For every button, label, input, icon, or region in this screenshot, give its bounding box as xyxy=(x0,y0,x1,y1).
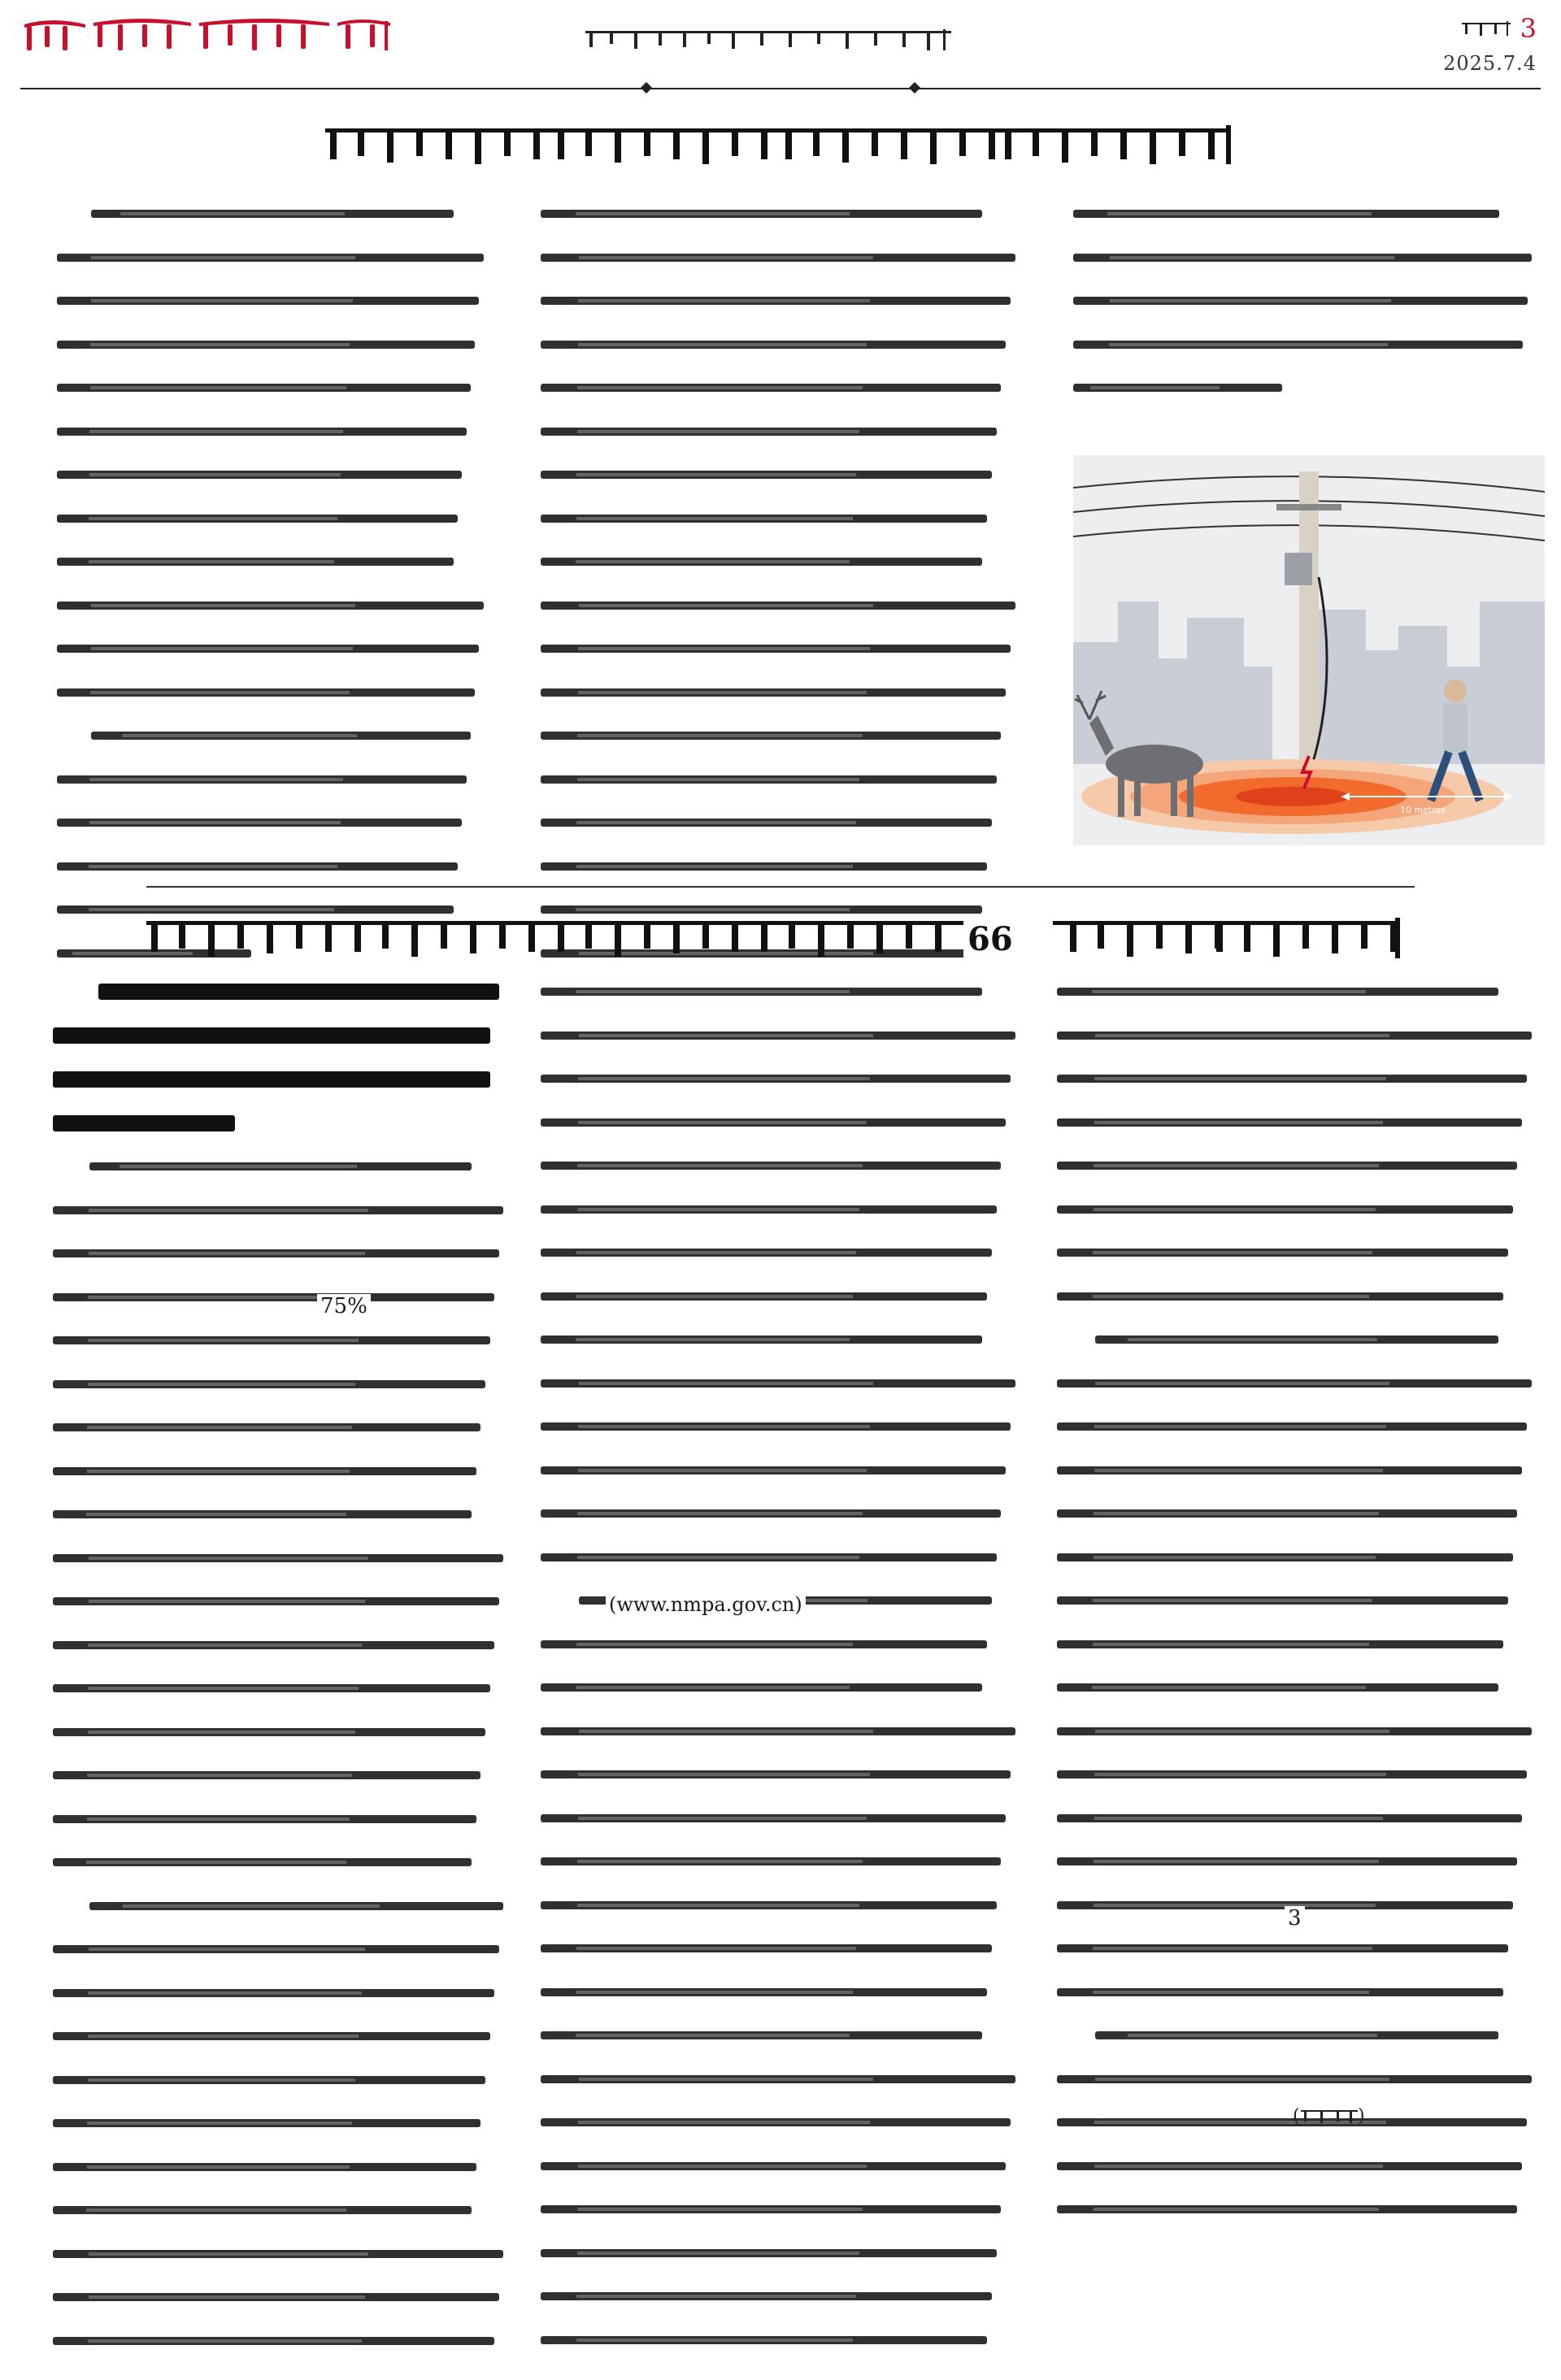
tibetan-text-line xyxy=(541,1031,1015,1040)
tibetan-text-line xyxy=(53,1380,485,1388)
tibetan-text-line xyxy=(1057,1249,1508,1257)
tibetan-text-line xyxy=(89,1902,504,1910)
tibetan-text-line xyxy=(541,1205,997,1214)
tibetan-text-line xyxy=(541,602,1015,610)
tibetan-text-line xyxy=(1073,254,1532,262)
tibetan-text-line xyxy=(1057,1118,1522,1127)
tibetan-text-line xyxy=(541,2075,1015,2083)
tibetan-text-line xyxy=(53,2076,485,2084)
headline-2 xyxy=(0,914,1561,965)
page-number xyxy=(1462,13,1537,44)
tibetan-text-line xyxy=(1057,1509,1517,1518)
svg-text:(: ( xyxy=(1293,2106,1300,2126)
tibetan-text-line xyxy=(53,1597,499,1605)
tibetan-text-line xyxy=(1095,2031,1498,2039)
tibetan-text-line xyxy=(1057,1466,1522,1474)
tibetan-text-line xyxy=(1057,1988,1503,1996)
tibetan-text-line xyxy=(57,906,454,914)
tibetan-text-line xyxy=(1057,2075,1532,2083)
tibetan-text-line xyxy=(1057,1553,1513,1561)
lead-bold-line xyxy=(98,984,499,1000)
tibetan-text-line xyxy=(541,862,987,871)
tibetan-text-line xyxy=(53,1467,476,1475)
tibetan-text-line xyxy=(541,1249,992,1257)
tibetan-text-line xyxy=(541,384,1001,392)
lead-bold-line xyxy=(53,1115,235,1131)
tibetan-text-line xyxy=(541,1901,997,1909)
tibetan-text-line xyxy=(1057,2205,1517,2213)
tibetan-text-line xyxy=(541,988,982,996)
tibetan-text-line xyxy=(541,1683,982,1692)
article1-column-2 xyxy=(541,210,1020,992)
tibetan-text-line xyxy=(57,341,475,349)
tibetan-text-line xyxy=(541,775,997,784)
ascii-number-3: 3 xyxy=(1285,1906,1305,1930)
tibetan-text-line xyxy=(1057,1031,1532,1040)
tibetan-text-line xyxy=(541,1814,1006,1822)
tibetan-text-line xyxy=(1073,341,1523,349)
masthead-rule xyxy=(20,88,1541,89)
tibetan-text-line xyxy=(1057,1857,1517,1865)
tibetan-text-line xyxy=(53,1554,503,1562)
tibetan-text-line xyxy=(1057,1292,1503,1301)
tibetan-text-line xyxy=(1057,1422,1527,1431)
tibetan-text-line xyxy=(57,254,484,262)
tibetan-text-line xyxy=(541,2249,997,2257)
article1-column-3 xyxy=(1073,210,1537,428)
tibetan-text-line xyxy=(57,384,471,392)
tibetan-text-line xyxy=(541,2162,1006,2170)
tibetan-text-line xyxy=(541,1466,1006,1474)
tibetan-text-line xyxy=(541,1770,1011,1778)
tibetan-text-line xyxy=(541,2031,982,2039)
tibetan-text-line xyxy=(91,210,453,218)
tibetan-text-line xyxy=(57,862,458,871)
tibetan-text-line xyxy=(541,471,992,479)
tibetan-text-line xyxy=(91,732,470,740)
tibetan-text-line xyxy=(541,1292,987,1301)
rule-ornament xyxy=(641,82,652,93)
tibetan-text-line xyxy=(1057,1770,1527,1778)
tibetan-text-line xyxy=(541,1118,1006,1127)
rule-ornament xyxy=(909,82,920,93)
tibetan-text-line xyxy=(541,1640,987,1648)
tibetan-text-line xyxy=(57,602,484,610)
tibetan-text-line xyxy=(541,210,982,218)
tibetan-text-line xyxy=(541,2336,987,2344)
tibetan-text-line xyxy=(541,1944,992,1952)
tibetan-text-line xyxy=(53,2206,472,2214)
tibetan-text-line xyxy=(541,2118,1011,2126)
tibetan-text-line xyxy=(1057,1727,1532,1735)
tibetan-text-line xyxy=(53,1641,494,1649)
tibetan-text-line xyxy=(1057,1596,1508,1605)
tibetan-text-line xyxy=(53,1728,485,1736)
tibetan-text-line xyxy=(541,254,1015,262)
tibetan-text-line xyxy=(53,1293,494,1301)
ascii-nmpa-url: (www.nmpa.gov.cn) xyxy=(606,1593,806,1616)
tibetan-text-line xyxy=(57,297,479,305)
tibetan-text-line xyxy=(53,2250,503,2258)
tibetan-text-line xyxy=(541,906,982,914)
headline-2-script xyxy=(146,914,1415,965)
tibetan-text-line xyxy=(541,341,1006,349)
headline-2-number: 66 xyxy=(967,920,1013,958)
tibetan-text-line xyxy=(57,645,479,653)
article1-photo xyxy=(1073,455,1545,845)
tibetan-text-line xyxy=(53,1423,480,1431)
tibetan-text-line xyxy=(53,2337,494,2345)
tibetan-text-line xyxy=(57,428,467,436)
tibetan-text-line xyxy=(541,1162,1001,1170)
tibetan-text-line xyxy=(541,1075,1011,1083)
tibetan-text-line xyxy=(53,1815,476,1823)
tibetan-text-line xyxy=(53,1945,499,1953)
lead-bold-line xyxy=(53,1071,490,1088)
masthead-logo xyxy=(20,15,394,55)
tibetan-text-line xyxy=(541,558,982,566)
tibetan-text-line xyxy=(53,2163,476,2171)
tibetan-text-line xyxy=(541,688,1006,697)
section-title xyxy=(585,24,951,52)
tibetan-text-line xyxy=(1057,1162,1517,1170)
tibetan-text-line xyxy=(57,515,458,523)
tibetan-text-line xyxy=(541,1727,1015,1735)
tibetan-text-line xyxy=(53,2293,499,2301)
article-divider xyxy=(146,886,1415,888)
page-number-value: 3 xyxy=(1520,13,1537,44)
tibetan-text-line xyxy=(541,819,992,827)
page-label-script xyxy=(1462,20,1511,37)
tibetan-text-line xyxy=(541,428,997,436)
tibetan-text-line xyxy=(53,2032,490,2040)
tibetan-text-line xyxy=(53,1771,480,1779)
tibetan-text-line xyxy=(541,645,1011,653)
tibetan-text-line xyxy=(53,1858,472,1866)
article2-lead xyxy=(53,984,508,1159)
tibetan-text-line xyxy=(1057,1944,1508,1952)
tibetan-text-line xyxy=(1057,1379,1532,1388)
tibetan-text-line xyxy=(541,1335,982,1344)
tibetan-text-line xyxy=(53,2119,480,2127)
tibetan-text-line xyxy=(1057,1683,1498,1692)
tibetan-text-line xyxy=(57,688,475,697)
article1-column-1 xyxy=(57,210,488,992)
article2-column-3 xyxy=(1057,988,1537,2249)
tibetan-text-line xyxy=(57,558,454,566)
tibetan-text-line xyxy=(53,1510,472,1518)
tibetan-text-line xyxy=(1073,384,1282,392)
tibetan-text-line xyxy=(53,1684,490,1692)
tibetan-text-line xyxy=(53,1249,499,1257)
tibetan-text-line xyxy=(541,1379,1015,1388)
tibetan-text-line xyxy=(57,819,462,827)
tibetan-text-line xyxy=(541,1553,997,1561)
tibetan-text-line xyxy=(1057,1205,1513,1214)
ascii-75pct: 75% xyxy=(317,1294,371,1318)
tibetan-text-line xyxy=(1095,1335,1498,1344)
article2-column-1 xyxy=(53,1162,508,2380)
tibetan-text-line xyxy=(1057,1075,1527,1083)
masthead xyxy=(0,0,1561,89)
reindeer-power-pole-illustration xyxy=(1073,455,1545,845)
svg-text:): ) xyxy=(1358,2106,1365,2126)
tibetan-text-line xyxy=(1057,2162,1522,2170)
distance-label: 10 metres xyxy=(1399,805,1446,815)
tibetan-text-line xyxy=(541,1988,987,1996)
tibetan-text-line xyxy=(541,2205,1001,2213)
tibetan-text-line xyxy=(57,775,467,784)
tibetan-text-line xyxy=(1073,210,1499,218)
tibetan-text-line xyxy=(1057,988,1498,996)
tibetan-text-line xyxy=(1057,1640,1503,1648)
issue-date: 2025.7.4 xyxy=(1443,52,1537,75)
tibetan-text-line xyxy=(541,515,987,523)
tibetan-text-line xyxy=(541,1509,1001,1518)
tibetan-text-line xyxy=(541,1422,1011,1431)
tibetan-text-line xyxy=(57,471,462,479)
tibetan-text-line xyxy=(541,1857,1001,1865)
tibetan-text-line xyxy=(541,297,1011,305)
tibetan-text-line xyxy=(1057,1814,1522,1822)
tibetan-text-line xyxy=(53,1989,494,1997)
lead-bold-line xyxy=(53,1027,490,1044)
tibetan-text-line xyxy=(541,2292,992,2300)
author-credit-script xyxy=(1293,2105,1366,2126)
article2-column-2 xyxy=(541,988,1020,2379)
tibetan-text-line xyxy=(53,1206,503,1214)
author-credit xyxy=(1293,2105,1366,2131)
tibetan-text-line xyxy=(53,1336,490,1344)
headline-1 xyxy=(0,122,1561,169)
headline-1-script xyxy=(325,122,1236,169)
tibetan-text-line xyxy=(89,1162,472,1170)
tibetan-text-line xyxy=(1073,297,1528,305)
tibetan-text-line xyxy=(541,732,1001,740)
